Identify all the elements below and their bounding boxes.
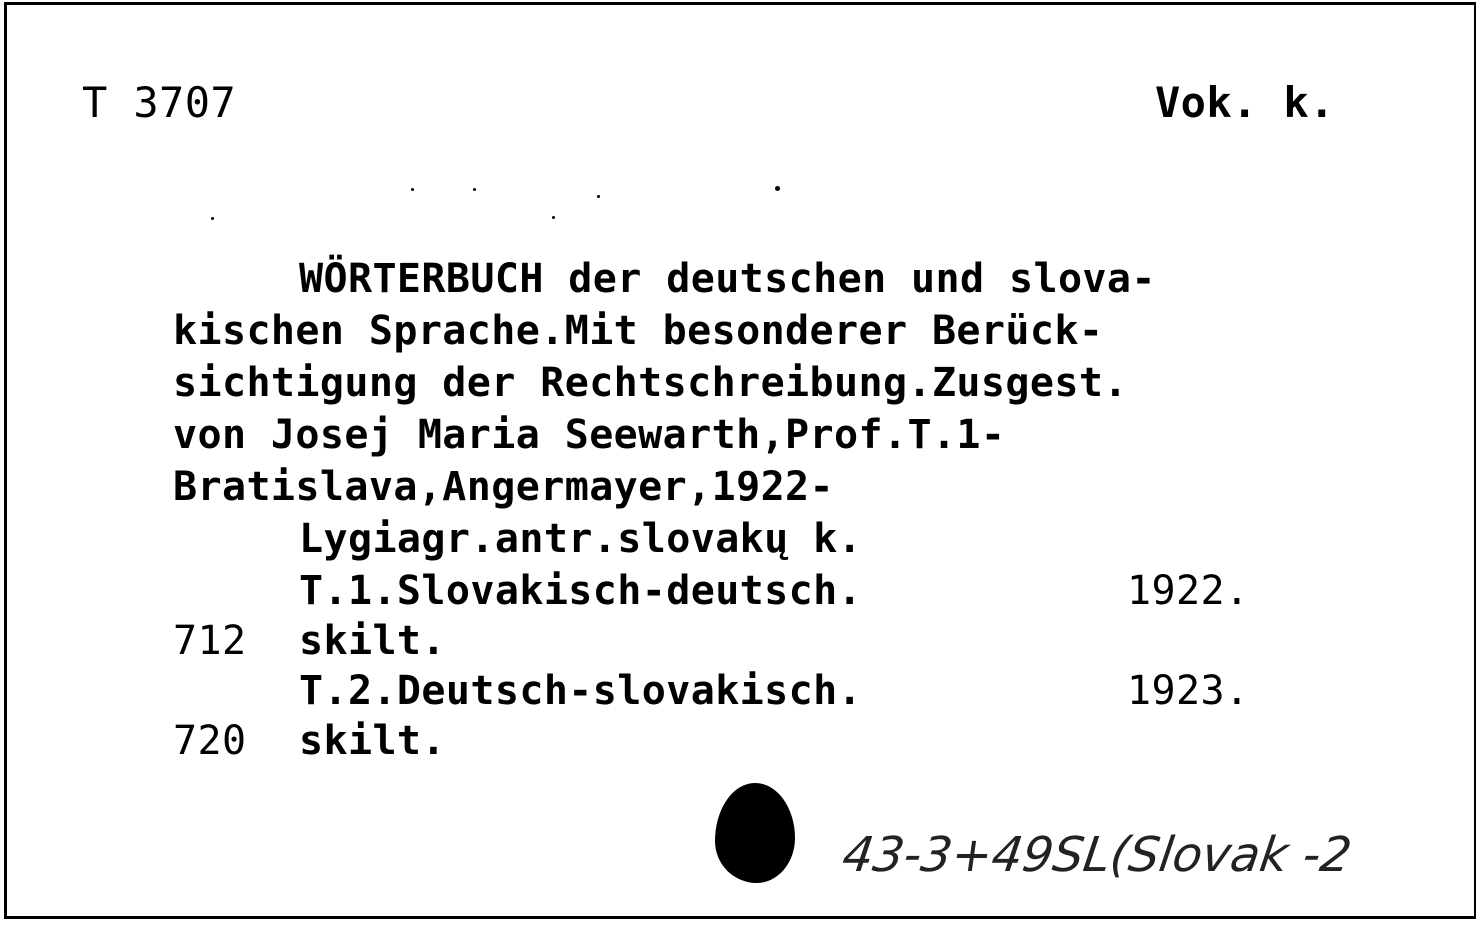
ink-speck bbox=[211, 217, 214, 220]
volume-pages: 720 bbox=[173, 718, 247, 764]
volume-year: 1922. bbox=[1127, 568, 1250, 614]
volume-year: 1923. bbox=[1127, 668, 1250, 714]
entry-line-3: sichtigung der Rechtschreibung.Zusgest. bbox=[173, 360, 1128, 406]
subject-line: Lygiagr.antr.slovakų k. bbox=[299, 516, 863, 562]
handwritten-note: 43-3+49SL(Slovak -2 bbox=[839, 827, 1356, 883]
entry-line-4: von Josej Maria Seewarth,Prof.T.1- bbox=[173, 412, 1006, 458]
volume-pages: 712 bbox=[173, 618, 247, 664]
volume-note: skilt. bbox=[299, 618, 446, 664]
volume-title: T.2.Deutsch-slovakisch. bbox=[299, 668, 863, 714]
entry-line-5: Bratislava,Angermayer,1922- bbox=[173, 464, 835, 510]
shelf-mark: Vok. k. bbox=[1155, 78, 1335, 127]
ink-speck bbox=[411, 188, 414, 191]
volume-note: skilt. bbox=[299, 718, 446, 764]
catalog-card bbox=[4, 2, 1476, 919]
entry-line-2: kischen Sprache.Mit besonderer Berück- bbox=[173, 308, 1104, 354]
volume-title: T.1.Slovakisch-deutsch. bbox=[299, 568, 863, 614]
ink-speck bbox=[473, 188, 476, 191]
ink-speck bbox=[775, 186, 780, 191]
entry-line-1: WÖRTERBUCH der deutschen und slova- bbox=[299, 256, 1156, 302]
call-number: T 3707 bbox=[82, 78, 237, 127]
ink-blot bbox=[715, 783, 795, 883]
ink-speck bbox=[552, 216, 555, 219]
ink-speck bbox=[597, 195, 600, 198]
